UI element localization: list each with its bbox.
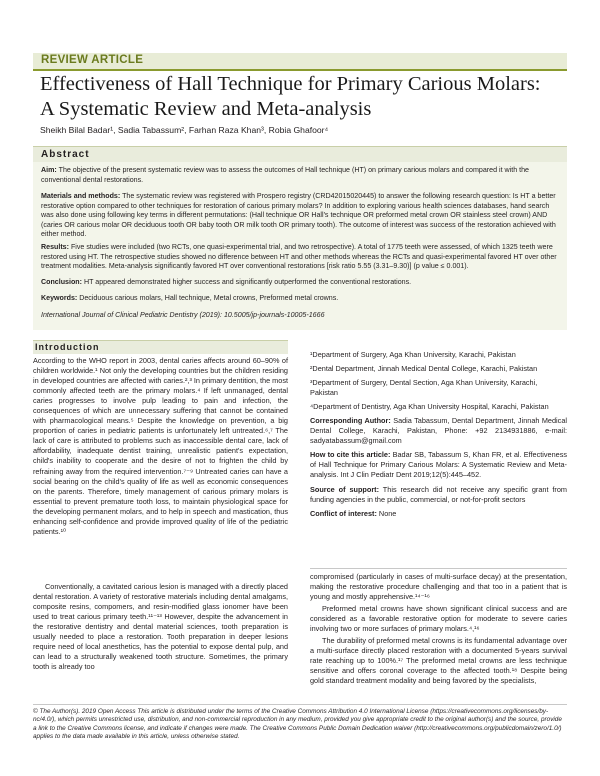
affiliation-3: ³Department of Surgery, Dental Section, Aga Khan University, Karachi, Pakistan [310,378,538,398]
abstract-aim: Aim: The objective of the present systematic review was to assess the outcomes of Hall technique (HT) on primary carious molars and compared it with the conventional dental restorations. [41,166,529,184]
article-title [40,72,570,122]
conflict-of-interest: Conflict of interest: None [310,508,397,518]
title-line-1: Effectiveness of Hall Technique for Primary Carious Molars: [40,73,541,95]
author-list: Sheikh Bilal Badar¹, Sadia Tabassum², Farhan Raza Khan³, Robia Ghafoor⁴ [40,125,329,135]
affiliation-4: ⁴Department of Dentistry, Aga Khan University Hospital, Karachi, Pakistan [310,402,549,412]
abstract-methods: Materials and methods: The systematic review was registered with Prospero registry (CRD42015020445) to answer the following research question: Is HT a better restorative option compared to other techniques for restoration of carious primary molars? In addition to exploring various health sciences databases, hand search was also done using following key terms in different permutations: (Hall technique OR Hall's technique OR preformed metal crown OR stainless steel crown) AND (caries OR carious molar OR deciduous tooth OR baby tooth OR milk tooth OR primary tooth). The outcome of interest was success of the restoration achieved with either method. [41,192,556,239]
abstract-heading: Abstract [41,149,90,160]
abstract-header [33,146,567,163]
license-footer: © The Author(s). 2019 Open Access This article is distributed under the terms of the Creative Commons Attribution 4.0 International License (https://creativecommons.org/licenses/by-nc/4.0/), which permits unrestricted use, distribution, and non-commercial reproduction in any medium, provided you give appropriate credit to the original author(s) and the source, provide a link to the Creative Commons license, and indicate if changes were made. The Creative Commons Public Domain Dedication waiver (http://creativecommons.org/publicdomain/zero/1.0/) applies to the data made available in this article, unless otherwise stated. [33,708,562,741]
banner-rule [33,69,567,71]
abstract-citation: International Journal of Clinical Pediatric Dentistry (2019): 10.5005/jp-journals-10005-1666 [41,311,325,319]
intro-paragraph-2: Conventionally, a cavitated carious lesion is managed with a directly placed dental restoration. A variety of restorative materials including dental amalgams, composite resins, compomers, and resin-modified glass ionomer have been used to treat carious primary teeth.¹¹⁻¹³ However, despite the advancement in the restorative dentistry and dental material sciences, tooth preparation is usually needed to place a restoration. Tooth preparation in deeper lesions require need of local anesthetics, has the potential to expose dental pulp, and can lead to a structurally weakened tooth structure. Sometimes, the primary tooth is already too [33,582,288,672]
footer-rule [33,704,567,705]
abstract-keywords: Keywords: Deciduous carious molars, Hall technique, Metal crowns, Preformed metal crowns. [41,294,339,302]
title-line-2: A Systematic Review and Meta-analysis [40,98,372,120]
right-paragraph-3: The durability of preformed metal crowns is its fundamental advantage over a multi-surface directly placed restoration with a documented 5-years survival rate reaching up to 100%.¹⁷ The preformed metal crowns are less technique sensitive and offers coronal coverage to the affected tooth.¹⁸ Despite being gold standard treatment modality and being favored by the specialists, [310,636,567,686]
abstract-box [33,162,567,330]
right-paragraph-2: Preformed metal crowns have shown significant clinical success and are considered as a favorable restorative option for moderate to severe caries involving two or more surfaces of primary molars.⁴,¹⁶ [310,604,567,634]
how-to-cite: How to cite this article: Badar SB, Tabassum S, Khan FR, et al. Effectiveness of Hall Technique for Primary Carious Molars: A Systematic Review and Meta-analysis. Int J Clin Pediatr Dent 2019;12(5):445–452. [310,450,567,480]
article-type-banner [33,53,567,69]
right-paragraph-1: compromised (particularly in cases of multi-surface decay) at the presentation, making the restorative procedure challenging and that too in a patient that is young and mostly apprehensive.¹⁴⁻¹⁶ [310,572,567,602]
affiliations-block [310,350,567,519]
abstract-conclusion: Conclusion: HT appeared demonstrated higher success and significantly outperformed the conventional restorations. [41,278,412,286]
corresponding-author: Corresponding Author: Sadia Tabassum, Dental Department, Jinnah Medical Dental College, Karachi, Pakistan, Phone: +92 2134931886, e-mail: sadyatabassum@gmail.com [310,416,567,446]
affiliation-1: ¹Department of Surgery, Aga Khan University, Karachi, Pakistan [310,350,516,359]
article-type-label: REVIEW ARTICLE [41,54,144,66]
abstract-results: Results: Five studies were included (two RCTs, one quasi-experimental trial, and two retrospective). A total of 1775 teeth were assessed, of which 1325 teeth were restored using HT. The retrospective studies showed no difference between HT and other methods whereas the RCTs and quasi-experimental favored HT over other treatment modalities. Meta-analysis significantly favored HT over conventional restorations [risk ratio 5.55 (3.31–9.30)] (p value ≤ 0.001). [41,243,557,271]
introduction-heading: Introduction [35,342,100,352]
affiliation-2: ²Dental Department, Jinnah Medical Dental College, Karachi, Pakistan [310,364,538,374]
intro-paragraph-1: According to the WHO report in 2003, dental caries affects around 60–90% of children worldwide.¹ Not only the developing countries but the children residing in developed countries are affected with caries.²,³ In primary dentition, the most commonly affected teeth are the primary molars.⁴ If left unmanaged, dental caries progresses to involve pulp leading to pain and infection, the consequences of which are unnecessary suffering that cannot be contained with pharmacological means.⁵ Despite the knowledge on prevention, a big proportion of caries in pediatric patients is unfortunately left untreated.⁶,⁷ The lack of care is attributed to problems such as inaccessible dental care, lack of affordability, inadequate dentist training, unrealistic patient's expectation, child's inability to cooperate and the desire of not to frighten the child by refraining away from the required intervention.⁷⁻⁹ Untreated caries can have a social bearing on the child's quality of life as well as economic consequences on the parents. Therefore, timely management of carious primary molars is essential to prevent premature tooth loss, to maintain physiological space for the developing permanent molars, and to help in speech and mastication, thus enhancing self-confidence and provide improved quality of life of the pediatric patients.¹⁰ [33,356,288,536]
introduction-header [33,340,288,354]
column-rule [310,568,567,569]
source-of-support: Source of support: This research did not receive any specific grant from funding agencies in the public, commercial, or not-for-profit sectors [310,484,567,504]
